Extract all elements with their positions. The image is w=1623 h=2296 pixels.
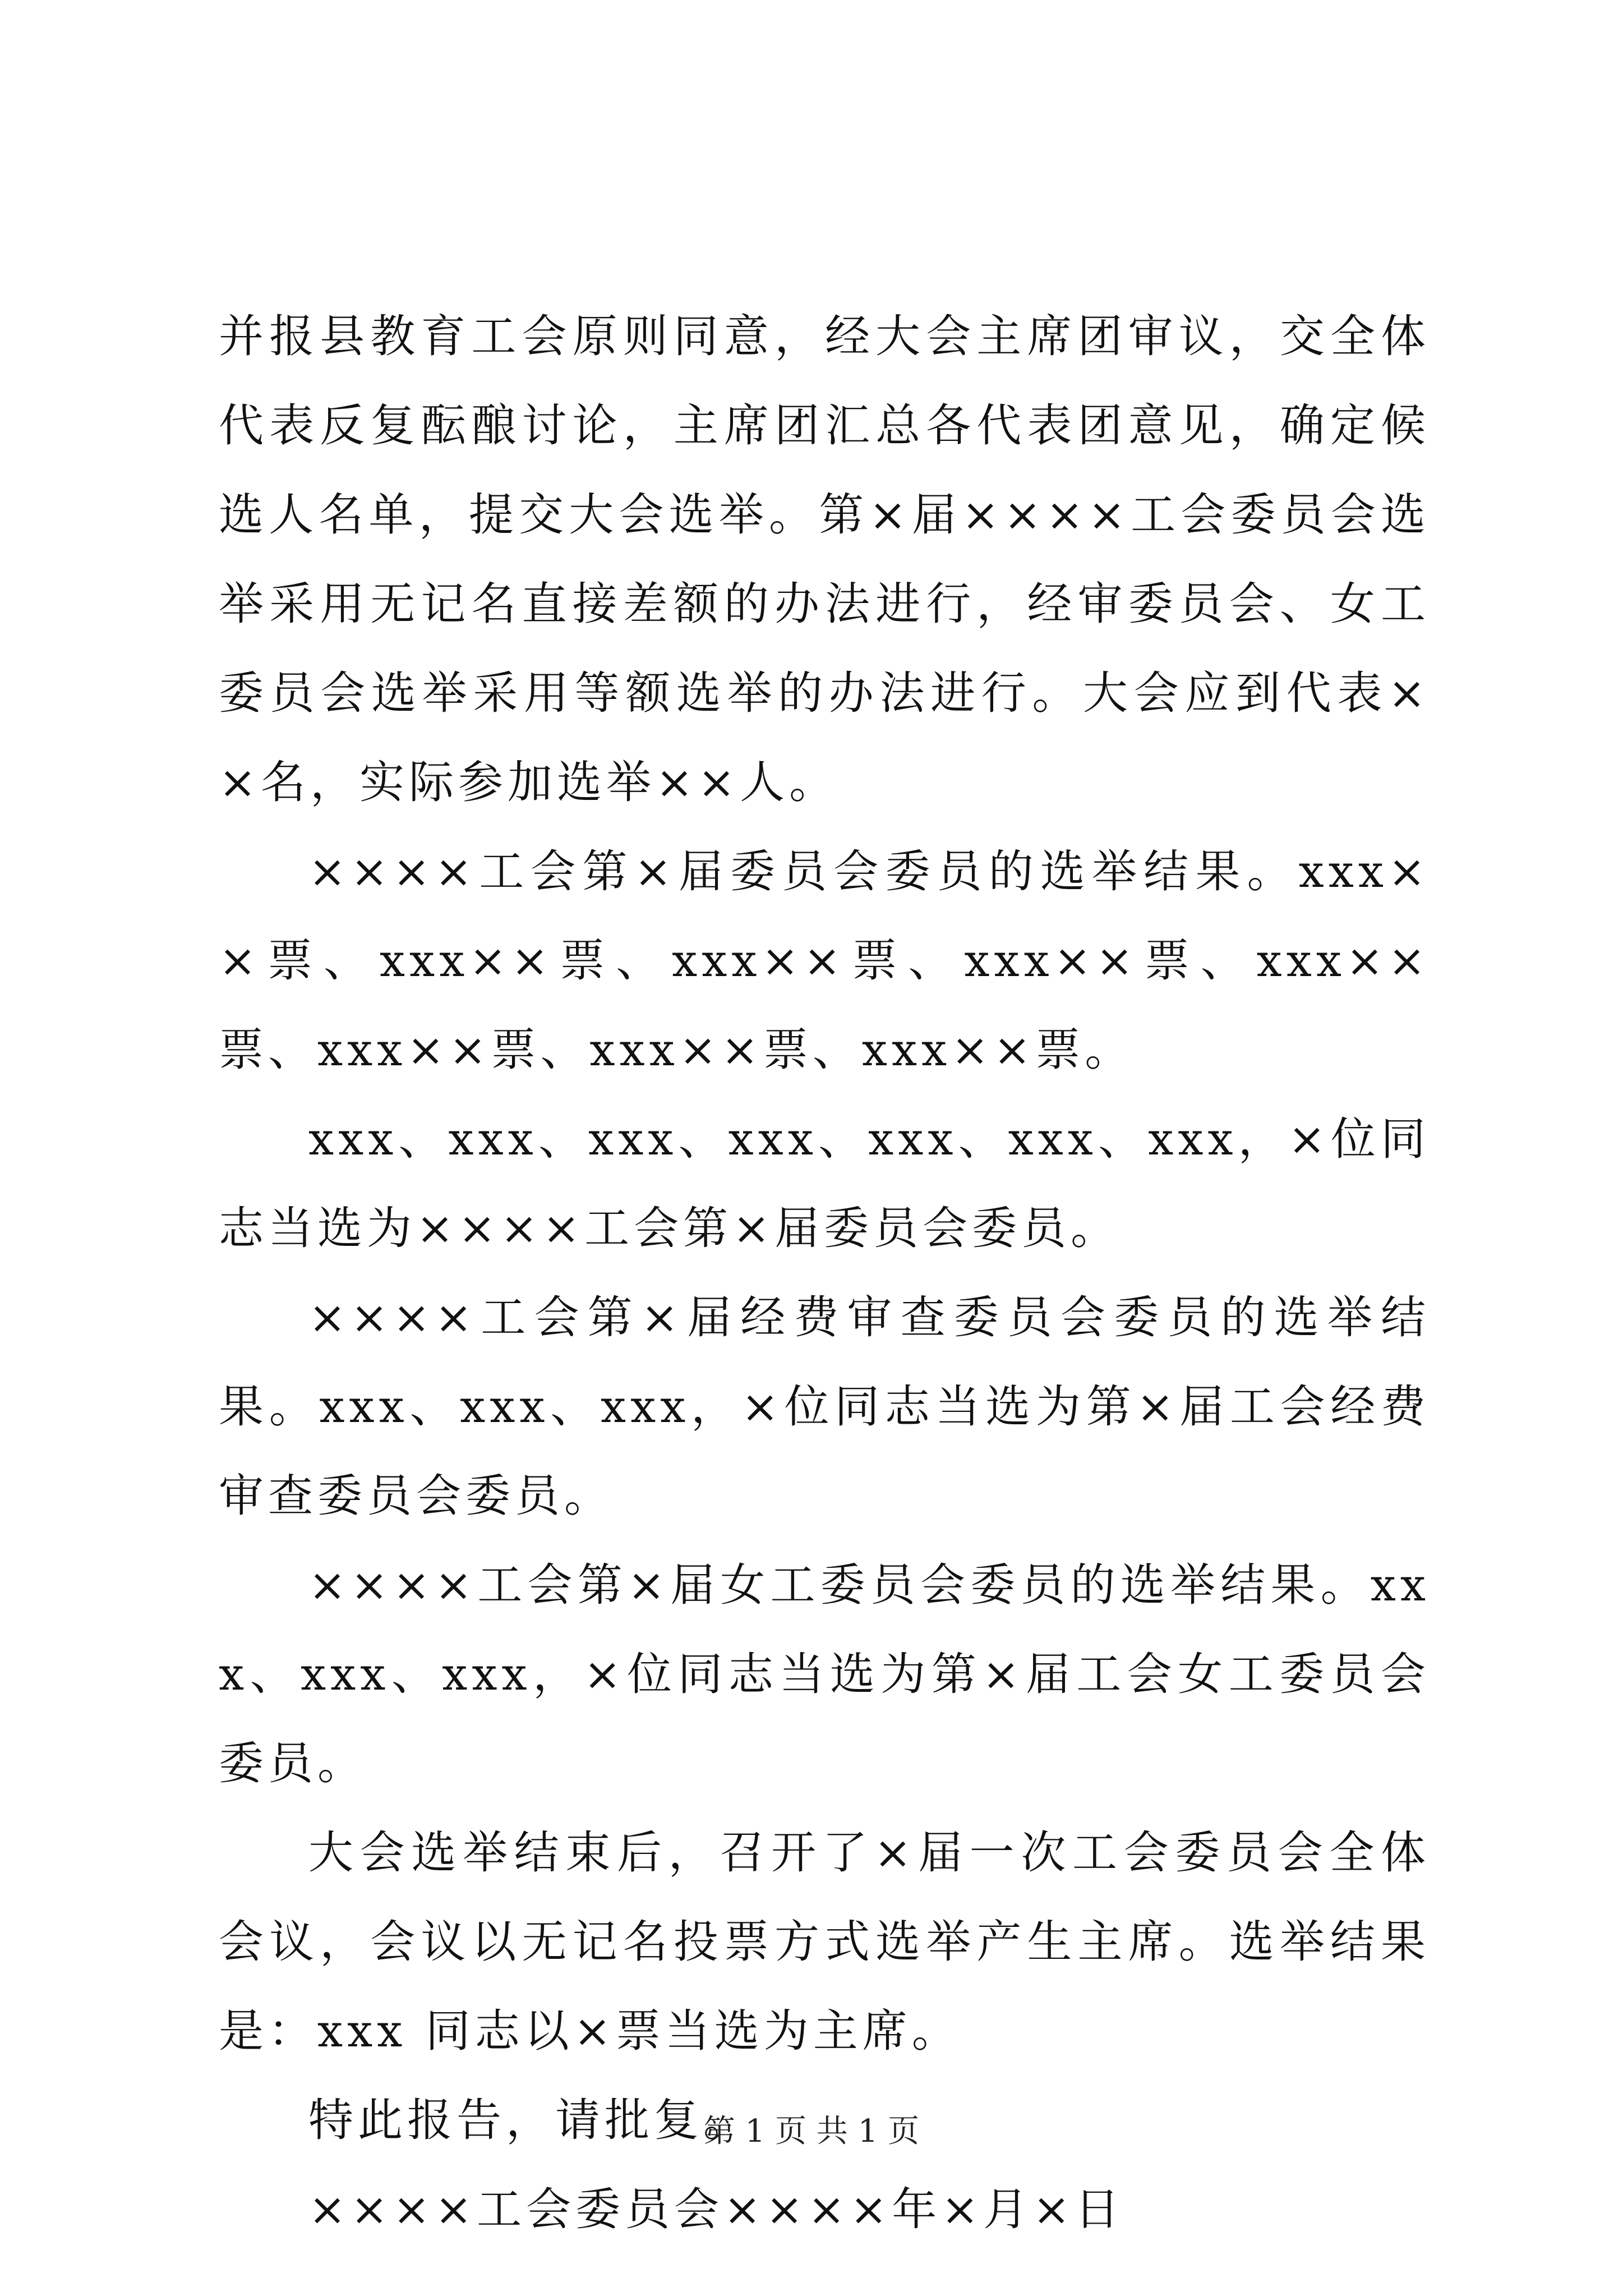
paragraph-election-procedure: 并报县教育工会原则同意，经大会主席团审议，交全体代表反复酝酿讨论，主席团汇总各代表团意见，确定候选人名单，提交大会选举。第×届××××工会委员会选举采用无记名直接差额的办法进行，经审委员会、女工委员会选举采用等额选举的办法进行。大会应到代表××名，实际参加选举××人。 <box>219 310 1430 808</box>
paragraph-women-committee-results: ××××工会第×届女工委员会委员的选举结果。xxx、xxx、xxx，×位同志当选为第×届工会女工委员会委员。 <box>219 1559 1430 1789</box>
paragraph-committee-elected-members: xxx、xxx、xxx、xxx、xxx、xxx、xxx，×位同志当选为××××工会第×届委员会委员。 <box>219 1113 1430 1254</box>
document-body <box>219 292 1430 2254</box>
paragraph-closing-request: 特此报告，请批复。 <box>308 2094 753 2146</box>
paragraph-committee-vote-results: ××××工会第×届委员会委员的选举结果。xxx××票、xxx××票、xxx××票、xxx××票、xxx××票、xxx××票、xxx××票、xxx××票。 <box>219 845 1430 1076</box>
page-footer: 第 1 页 共 1 页 <box>703 2113 920 2150</box>
paragraph-chairman-election: 大会选举结束后，召开了×届一次工会委员会全体会议，会议以无记名投票方式选举产生主席。选举结果是：xxx 同志以×票当选为主席。 <box>219 1826 1430 2057</box>
paragraph-signature-date: ××××工会委员会××××年×月×日 <box>308 2183 1124 2235</box>
paragraph-audit-committee-results: ××××工会第×届经费审查委员会委员的选举结果。xxx、xxx、xxx，×位同志当选为第×届工会经费审查委员会委员。 <box>219 1291 1430 1522</box>
